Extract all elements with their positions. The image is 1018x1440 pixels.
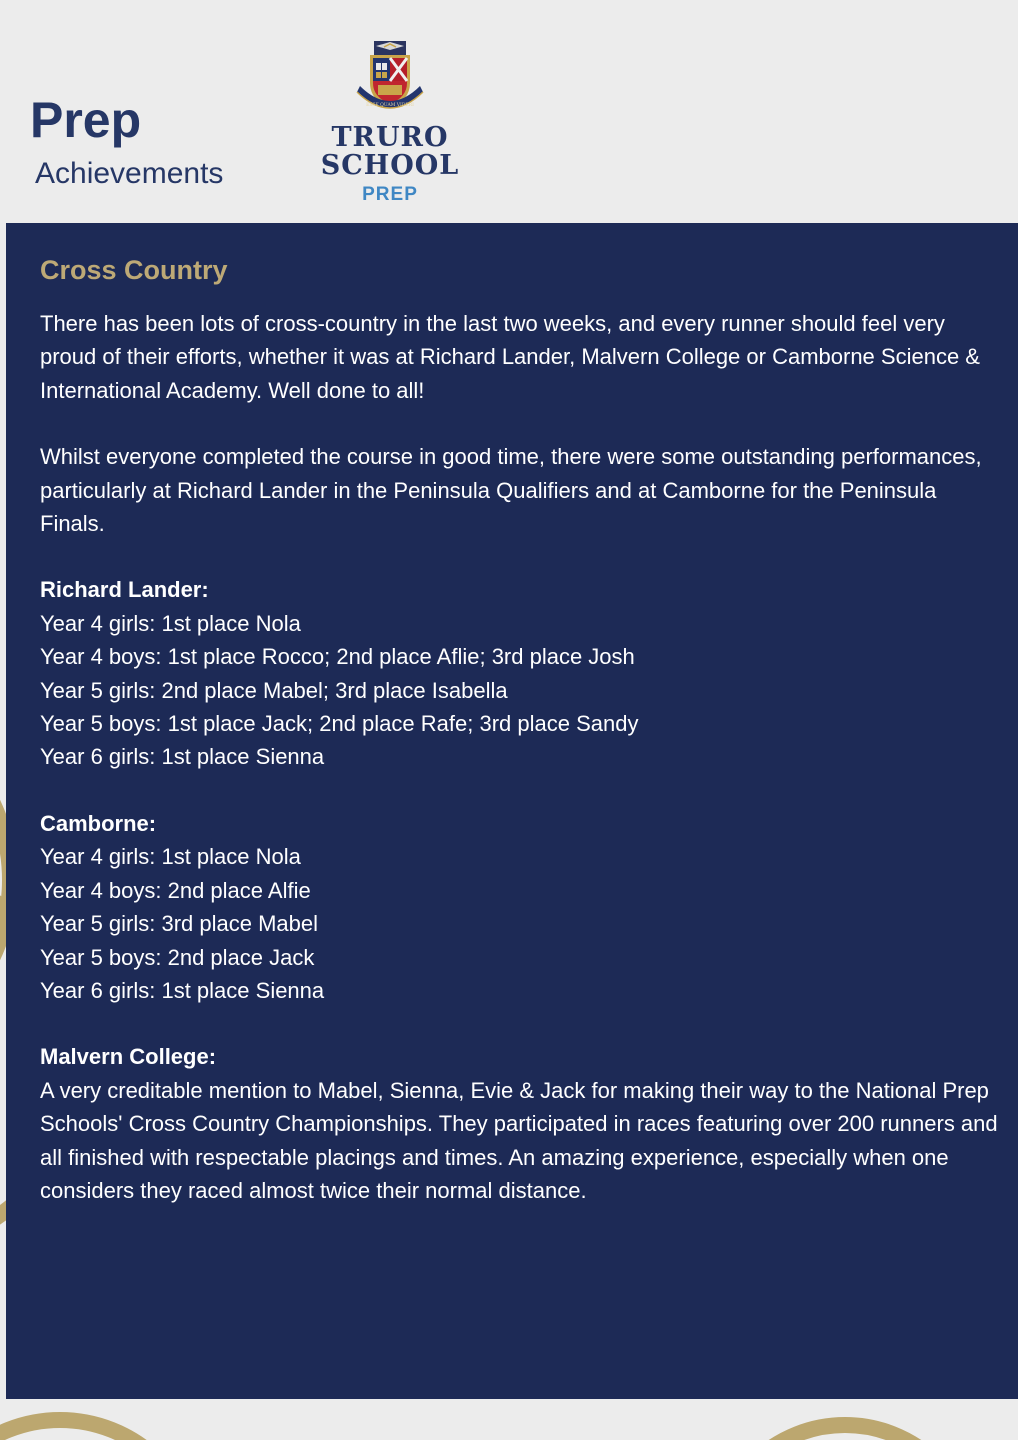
richard-lander-heading: Richard Lander: bbox=[40, 577, 209, 603]
school-logo bbox=[318, 38, 462, 208]
result-item: Year 5 girls: 3rd place Mabel bbox=[40, 911, 319, 937]
logo-text-prep: PREP bbox=[362, 184, 418, 205]
result-item: Year 5 boys: 1st place Jack; 2nd place Rafe; 3rd place Sandy bbox=[40, 711, 639, 737]
school-crest-icon bbox=[354, 38, 426, 118]
logo-text-truro: TRURO bbox=[331, 122, 449, 153]
content-panel bbox=[6, 223, 1018, 1399]
malvern-paragraph: A very creditable mention to Mabel, Sienna, Evie & Jack for making their way to the National Prep Schools' Cross Country Championships. They participated in races featuring over 200 runners and all finished with respectable placings and times. An amazing experience, especially when one considers they raced almost twice their normal distance. bbox=[40, 1077, 998, 1203]
page-header bbox=[0, 0, 1018, 222]
result-item: Year 5 boys: 2nd place Jack bbox=[40, 944, 315, 970]
result-item: Year 4 girls: 1st place Nola bbox=[40, 844, 301, 870]
section-title: Cross Country bbox=[40, 255, 228, 285]
camborne-heading: Camborne: bbox=[40, 810, 157, 836]
detail-paragraph: Whilst everyone completed the course in good time, there were some outstanding performances, particularly at Richard Lander in the Peninsula Qualifiers and at Camborne for the Peninsula Finals. bbox=[40, 444, 982, 537]
result-item: Year 5 girls: 2nd place Mabel; 3rd place Isabella bbox=[40, 677, 508, 703]
page-subtitle: Achievements bbox=[35, 157, 224, 190]
result-item: Year 6 girls: 1st place Sienna bbox=[40, 744, 325, 770]
camborne-results bbox=[40, 840, 1000, 1007]
svg-text:ESSE QUAM VIDERI: ESSE QUAM VIDERI bbox=[366, 103, 414, 108]
result-item: Year 4 boys: 2nd place Alfie bbox=[40, 877, 311, 903]
malvern-heading: Malvern College: bbox=[40, 1044, 217, 1070]
richard-lander-results bbox=[40, 607, 1000, 774]
article-content bbox=[40, 253, 1000, 1240]
intro-paragraph: There has been lots of cross-country in the last two weeks, and every runner should feel very proud of their efforts, whether it was at Richard Lander, Malvern College or Camborne Science & International Academy. Well done to all! bbox=[40, 311, 980, 403]
result-item: Year 4 boys: 1st place Rocco; 2nd place Aflie; 3rd place Josh bbox=[40, 644, 635, 670]
result-item: Year 4 girls: 1st place Nola bbox=[40, 610, 301, 636]
result-item: Year 6 girls: 1st place Sienna bbox=[40, 977, 325, 1003]
logo-text-school: SCHOOL bbox=[320, 150, 460, 181]
page-title: Prep bbox=[30, 92, 142, 148]
